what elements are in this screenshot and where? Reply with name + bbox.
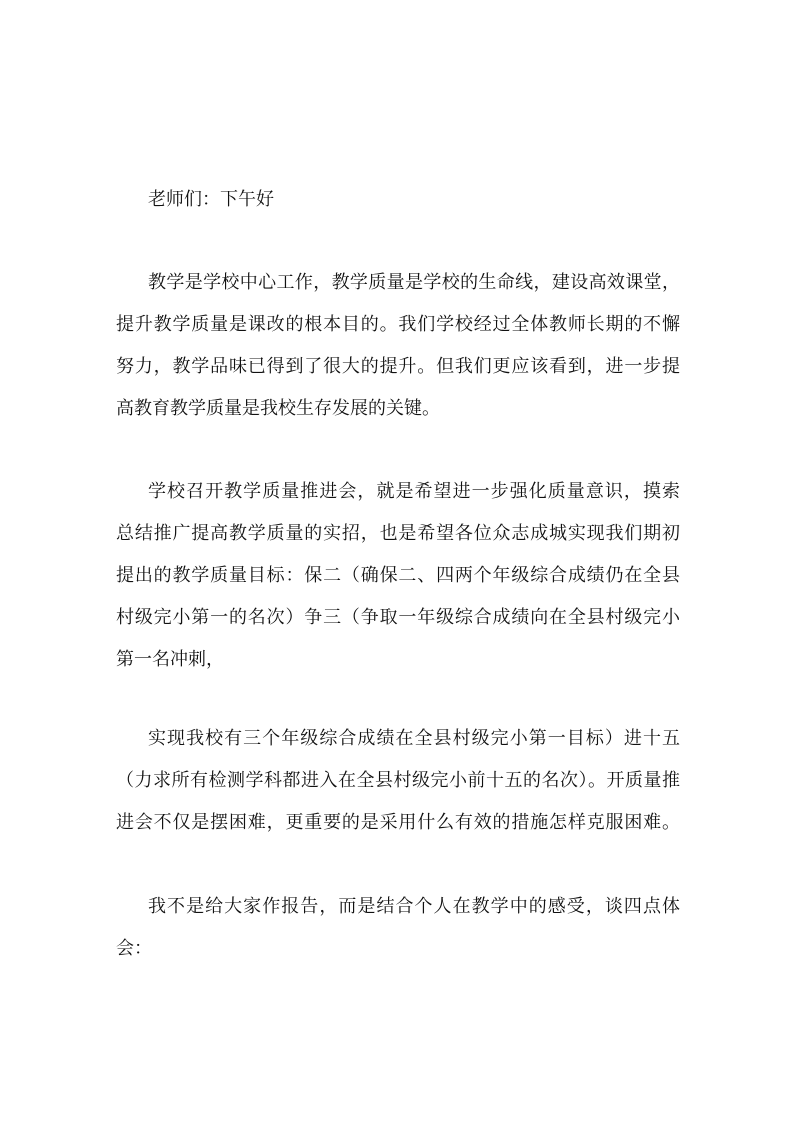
paragraph-line: 学校召开教学质量推进会，就是希望进一步强化质量意识，摸索 [148, 481, 680, 502]
paragraph-line: 村级完小第一的名次）争三（争取一年级综合成绩向在全县村级完小 [116, 607, 680, 628]
paragraph-line: 实现我校有三个年级综合成绩在全县村级完小第一目标）进十五 [148, 728, 680, 749]
paragraph-line: 我不是给大家作报告，而是结合个人在教学中的感受，谈四点体 [148, 896, 680, 917]
paragraph-line: 总结推广提高教学质量的实招，也是希望各位众志成城实现我们期初 [116, 523, 680, 544]
paragraph-line: 提升教学质量是课改的根本目的。我们学校经过全体教师长期的不懈 [116, 314, 680, 335]
paragraph-line: 第一名冲刺， [116, 649, 224, 670]
paragraph-line: 进会不仅是摆困难，更重要的是采用什么有效的措施怎样克服困难。 [116, 812, 680, 833]
paragraph-line: 教学是学校中心工作，教学质量是学校的生命线，建设高效课堂， [148, 272, 680, 293]
greeting: 老师们：下午好 [148, 189, 274, 210]
paragraph-line: （力求所有检测学科都进入在全县村级完小前十五的名次）。开质量推 [116, 770, 680, 791]
paragraph-line: 努力，教学品味已得到了很大的提升。但我们更应该看到，进一步提 [116, 356, 680, 377]
paragraph-line: 提出的教学质量目标：保二（确保二、四两个年级综合成绩仍在全县 [116, 565, 680, 586]
paragraph-line: 会： [116, 938, 152, 959]
paragraph-line: 高教育教学质量是我校生存发展的关键。 [116, 398, 440, 419]
